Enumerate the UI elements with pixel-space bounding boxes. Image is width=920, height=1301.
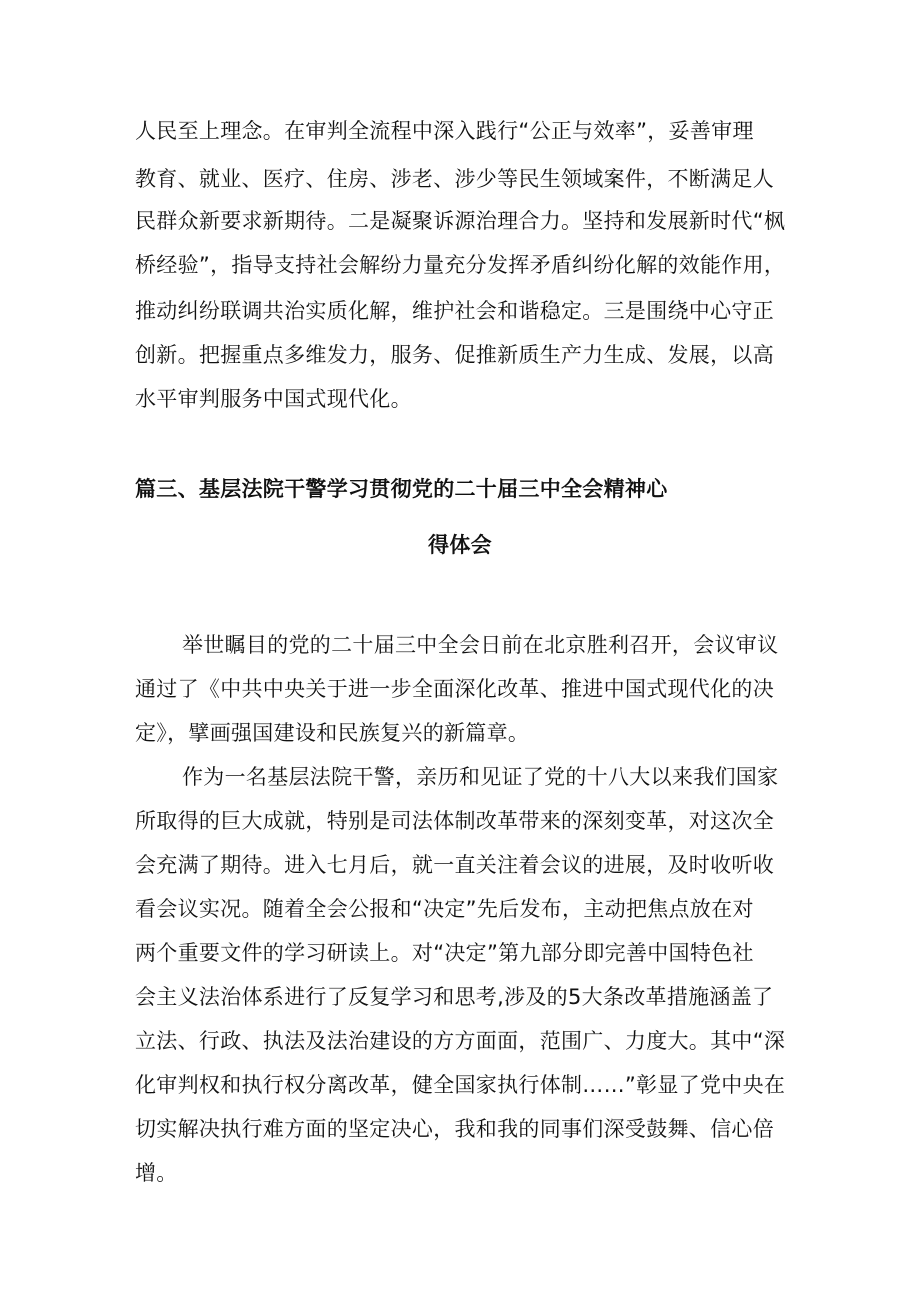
text-line: 切实解决执行难方面的坚定决心，我和我的同事们深受鼓舞、信心倍: [135, 1117, 774, 1141]
text-line: 所取得的巨大成就，特别是司法体制改革带来的深刻变革，对这次全: [135, 809, 774, 833]
text-line: 定》，擘画强国建设和民族复兴的新篇章。: [135, 721, 530, 745]
text-line: 创新。把握重点多维发力，服务、促推新质生产力生成、发展，以高: [135, 343, 774, 367]
text-line: 作为一名基层法院干警，亲历和见证了党的十八大以来我们国家: [182, 765, 779, 789]
text-line: 推动纠纷联调共治实质化解，维护社会和谐稳定。三是围绕中心守正: [135, 299, 774, 323]
section-heading-continued: 得体会: [428, 533, 492, 557]
text-line: 增。: [135, 1161, 178, 1185]
text-line: 立法、行政、执法及法治建设的方方面面，范围广、力度大。其中“深: [135, 1029, 786, 1053]
text-line: 举世瞩目的党的二十届三中全会日前在北京胜利召开，会议审议: [182, 633, 779, 657]
section-heading: 篇三、基层法院干警学习贯彻党的二十届三中全会精神心: [135, 477, 668, 501]
text-line: 看会议实况。随着全会公报和“决定”先后发布，主动把焦点放在对: [135, 897, 754, 921]
text-line: 会充满了期待。进入七月后，就一直关注着会议的进展，及时收听收: [135, 853, 774, 877]
text-line: 民群众新要求新期待。二是凝聚诉源治理合力。坚持和发展新时代“枫: [135, 209, 786, 233]
text-line: 会主义法治体系进行了反复学习和思考,涉及的5大条改革措施涵盖了: [135, 985, 774, 1009]
text-line: 人民至上理念。在审判全流程中深入践行“公正与效率”，妥善审理: [135, 119, 754, 143]
text-line: 水平审判服务中国式现代化。: [135, 387, 412, 411]
text-line: 教育、就业、医疗、住房、涉老、涉少等民生领域案件，不断满足人: [135, 167, 774, 191]
text-line: 通过了《中共中央关于进一步全面深化改革、推进中国式现代化的决: [135, 677, 774, 701]
text-line: 两个重要文件的学习研读上。对“决定”第九部分即完善中国特色社: [135, 941, 754, 965]
text-line: 化审判权和执行权分离改革，健全国家执行体制……”彰显了党中央在: [135, 1073, 786, 1097]
text-line: 桥经验”，指导支持社会解纷力量充分发挥矛盾纠纷化解的效能作用，: [135, 253, 786, 277]
